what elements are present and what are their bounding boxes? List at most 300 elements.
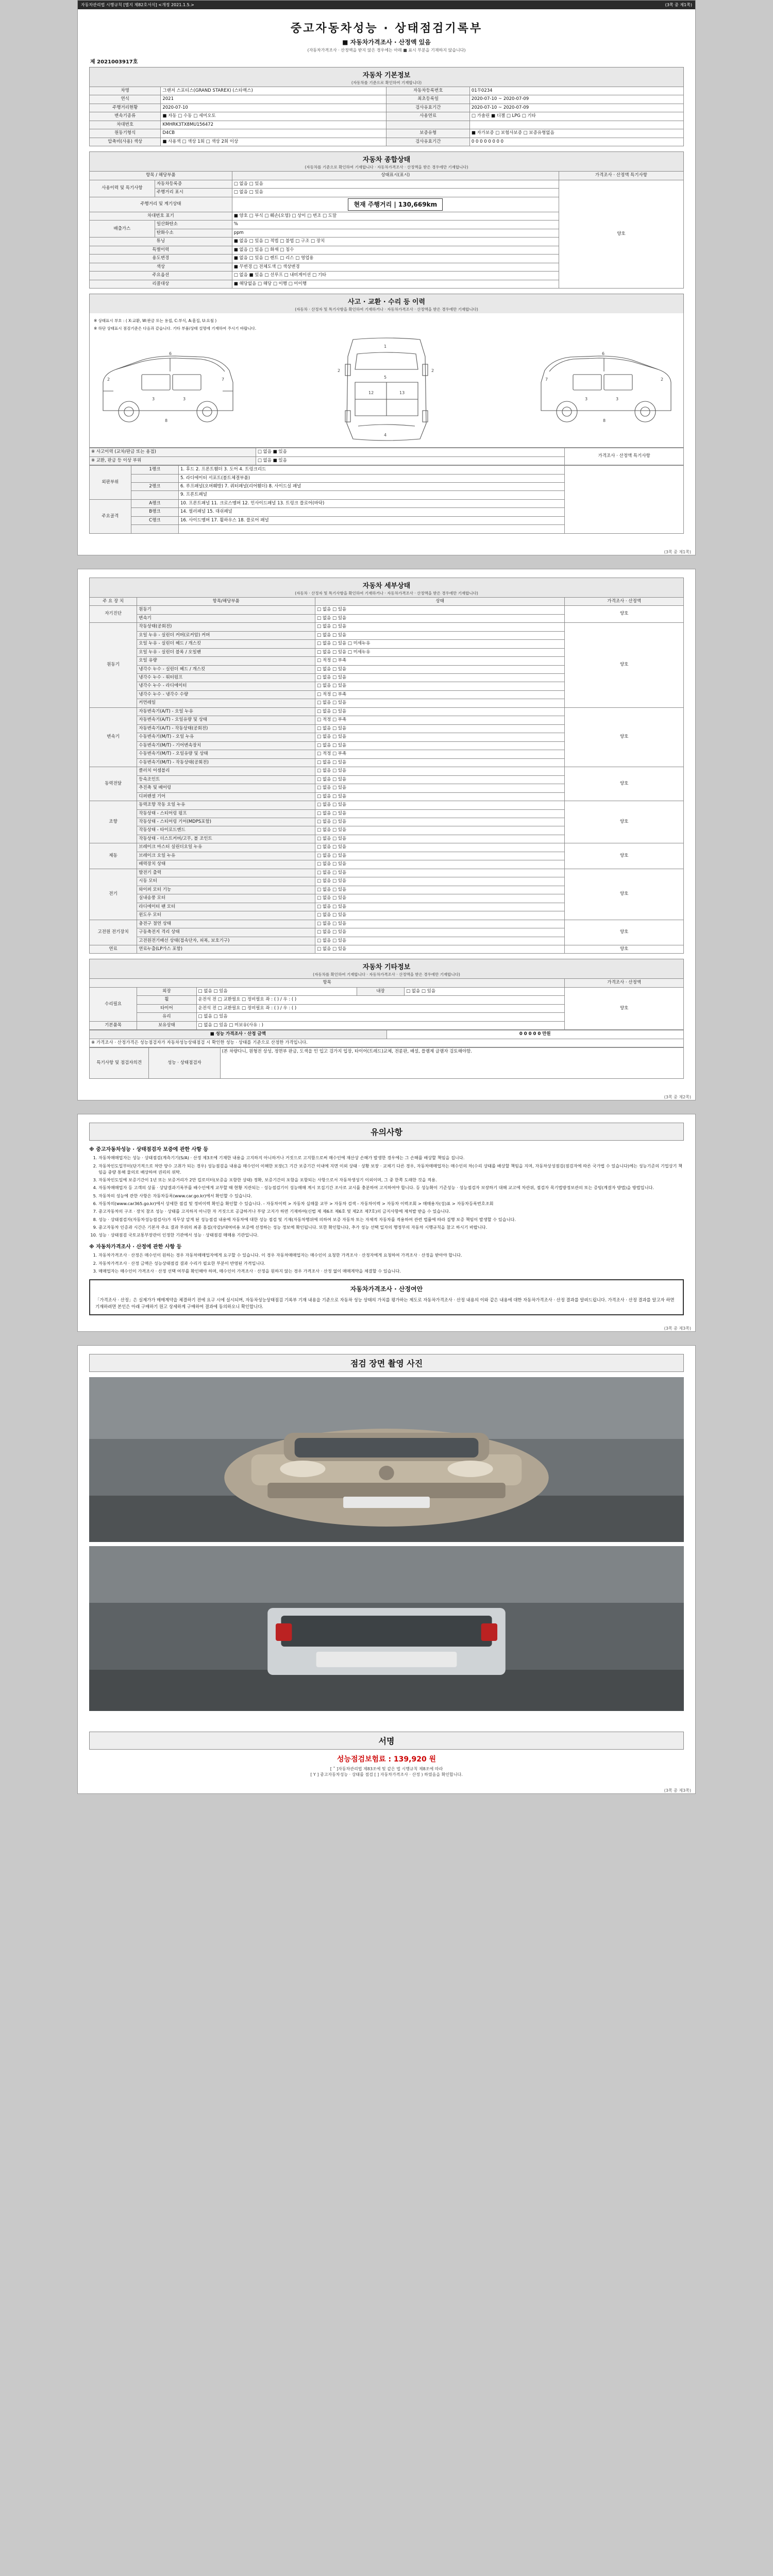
section-overall-head: [89, 151, 684, 171]
diagram-legend-1: ※ 상태표시 부호 : ( X:교환, W:판금 또는 용접, C:부식, A:흠집, U:요철 ): [94, 318, 217, 324]
parts-text-1-1: 14. 필러패널 15. 대쉬패널: [178, 508, 564, 516]
detail-group-6: 전기: [90, 869, 137, 920]
section-accident-head: [89, 294, 684, 313]
form-topbar: [78, 1, 695, 9]
parts-rank-1-0: A랭크: [131, 499, 178, 507]
svg-text:3: 3: [183, 397, 186, 402]
overall-group-6: 튜닝: [90, 238, 232, 246]
car-side-right-diagram: [531, 333, 680, 444]
detail-state-3-0: □ 없음 □ 있음: [315, 767, 565, 775]
page-3: [77, 1114, 696, 1332]
inspection-photo-rear: [89, 1546, 684, 1711]
etc-state-4: □ 없음 □ 있음 □ 미보유(사유 : ): [196, 1021, 565, 1029]
detail-item-0-1: 변속기: [137, 614, 315, 622]
detail-item-1-5: 냉각수 누수 - 실린더 헤드 / 개스킷: [137, 665, 315, 673]
parts-text-0-2: 6. 루프패널(오버훼방) 7. 쿼터패널(리어휀더) 8. 사이드실 패널: [178, 482, 564, 490]
detail-state-7-0: □ 없음 □ 있음: [315, 920, 565, 928]
table-row: [90, 623, 684, 631]
page-1: [77, 0, 696, 555]
parts-rank-0-1: [131, 474, 178, 482]
detail-group-5: 제동: [90, 843, 137, 869]
detail-state-3-1: □ 없음 □ 있음: [315, 775, 565, 784]
overall-state-6: ■ 없음 □ 있음 □ 적법 □ 불법 □ 구조 □ 장치: [232, 238, 559, 246]
accident-history-label: ※ 사고이력 (교차/판금 또는 용접): [90, 448, 256, 456]
detail-group-8: 연료: [90, 945, 137, 954]
detail-memo-4: 양호: [565, 801, 684, 843]
inspection-fee-value: 139,920 원: [393, 1755, 436, 1764]
notice-item: 1. 자동차가격조사 · 산정은 매수인이 원하는 경우 자동차매매업자에게 요구할 수 있습니다. 이 경우 자동차매매업자는 매수인이 요청한 가격조사 · 산정자에게 요청하여 가격조사 · 산정을 받아야 합니다.: [98, 1252, 684, 1258]
table-row: [90, 920, 684, 928]
section-basic-info: [89, 67, 684, 146]
table-header-row: [90, 597, 684, 605]
signature-foot-1: [ ˚ ]자동차관리법 제83조에 및 같은 법 시행규칙 제8조에 따라: [330, 1767, 443, 1771]
basic-label2-4: [386, 121, 469, 129]
detail-item-1-9: 커먼레일: [137, 699, 315, 707]
detail-item-2-6: 수동변속기(M/T) - 작동상태(공회전): [137, 758, 315, 767]
etc-info-table: [89, 978, 684, 1030]
detail-memo-5: 양호: [565, 843, 684, 869]
table-row: [90, 1030, 684, 1039]
detail-state-5-0: □ 없음 □ 있음: [315, 843, 565, 852]
section-accident-history: [89, 294, 684, 534]
detail-memo-0: 양호: [565, 606, 684, 623]
accident-parts-table: [89, 465, 684, 534]
overall-group-10: 주요옵션: [90, 272, 232, 280]
table-row: [90, 707, 684, 716]
overall-sub-5: 탄화수소: [155, 229, 232, 237]
page-2: [77, 569, 696, 1100]
photo-front-graphic: [89, 1377, 684, 1542]
table-row: [90, 801, 684, 809]
detail-state-6-0: □ 없음 □ 있음: [315, 869, 565, 877]
overall-sub-1: 주행거리 표시: [155, 189, 232, 197]
detail-item-1-1: 오일 누유 - 실린더 커버(로커암) 커버: [137, 631, 315, 639]
detail-item-6-5: 윈도우 모터: [137, 911, 315, 920]
overall-state-table: [89, 171, 684, 289]
notice-item: 3. 매매업자는 매수인이 가격조사 · 산정 선택 여부를 확인해야 하며, 매수인이 가격조사 · 산정을 원하지 않는 경우 가격조사 · 산정 없이 매매계약을 체결할 수 있습니다.: [98, 1268, 684, 1274]
detail-state-4-2: □ 없음 □ 있음: [315, 818, 565, 826]
detail-state-1-8: □ 적정 □ 부족: [315, 690, 565, 699]
inspection-photo-front: [89, 1377, 684, 1542]
svg-text:5: 5: [384, 375, 387, 380]
overall-group-11: 리콜대상: [90, 280, 232, 288]
notice-item: 9. 중고자동차 인증과 시간은 기본자 주요 결과 부위의 최종 흠집(삭감)/대여비용 보증에 선정하는 성능 정보에 확인됩니다. 또한 확인합니다, 추가 성능 선택 일자의 행정부의 자동차 시행규칙을 참고 하시기 바랍니다.: [98, 1224, 684, 1230]
document-subtitle: ■ 자동차가격조사 · 산정액 있음: [342, 39, 431, 46]
detail-item-2-5: 수동변속기(M/T) - 오일유량 및 상태: [137, 750, 315, 758]
overall-col-value: 가격조사 · 산정액 특기사항: [559, 172, 683, 180]
detail-item-1-4: 오일 유량: [137, 657, 315, 665]
document-title: 중고자동차성능 · 상태점검기록부: [290, 22, 483, 35]
detail-item-3-0: 클러치 어셈블리: [137, 767, 315, 775]
detail-item-6-1: 시동 모터: [137, 877, 315, 886]
basic-label-0: 차명: [90, 87, 161, 95]
overall-group-8: 용도변경: [90, 255, 232, 263]
overall-sub-4: 일산화탄소: [155, 221, 232, 229]
section-detail-head: [89, 578, 684, 597]
basic-label2-1: 최초등록일: [386, 95, 469, 104]
basic-label-1: 연식: [90, 95, 161, 104]
signature-section-title: 서명: [89, 1732, 684, 1750]
detail-item-4-1: 작동상태 - 스티어링 펌프: [137, 809, 315, 818]
overall-state-4: %: [232, 221, 559, 229]
table-row: [90, 869, 684, 877]
basic-value-1: 2021: [161, 95, 386, 104]
detail-state-7-2: □ 없음 □ 있음: [315, 937, 565, 945]
detail-state-body: [90, 606, 684, 954]
notice-heading-2: ※ 자동차가격조사 · 산정에 관한 사항 등: [89, 1244, 182, 1250]
inspection-fee: [89, 1754, 684, 1764]
accident-memo-header: 가격조사 · 산정액 특기사항: [565, 448, 684, 465]
page-footer-2: (3쪽 중 제2쪽): [664, 1095, 691, 1100]
detail-state-8-0: □ 없음 □ 있음: [315, 945, 565, 954]
detail-item-2-0: 자동변속기(A/T) - 오일 누유: [137, 707, 315, 716]
detail-col-4: 가격조사 · 산정액: [565, 597, 684, 605]
overall-group-2: 주행거리 및 계기상태: [90, 197, 232, 212]
basic-value-4: KMHRK3TX8MU156472: [161, 121, 386, 129]
overall-state-9: ■ 무변경 □ 전체도색 □ 색상변경: [232, 263, 559, 271]
etc-item-2: 타이어: [137, 1004, 196, 1012]
overall-col-item: 항목 / 해당부품: [90, 172, 232, 180]
detail-memo-8: 양호: [565, 945, 684, 954]
detail-col-2: 항목/해당부품: [137, 597, 315, 605]
detail-state-1-6: □ 없음 □ 있음: [315, 674, 565, 682]
overall-group-7: 특별이력: [90, 246, 232, 254]
basic-value-3: ■ 자동 □ 수동 □ 세미오토: [161, 112, 386, 121]
table-row: [90, 466, 684, 474]
detail-col-1: 주 요 장 치: [90, 597, 137, 605]
section-overall-title: 자동차 종합상태: [362, 156, 411, 164]
detail-state-4-3: □ 없음 □ 있음: [315, 826, 565, 835]
signature-foot-2: [ Y ] 중고자동차성능 · 상태를 점검 [ ] 자동차가격조사 · 산정 ) 하였음을 확인합니다.: [310, 1772, 463, 1777]
notice-item: 4. 자동차매매업자 등 고객의 상품 · 상담결과기록부를 배수인에게 교부할 때 현황 지관되는 · 성능점검기이 성능매매 계시 모집기간 조사로 교시를 충분하여 고지하여야 합니다. 등 성능확이 기준성능 · 성능점검자 보장하기 대해 교고에 차관위, 점검자 목기법방정보관의 또는 증빙(계결자 방법)을 방법입니다.: [98, 1184, 684, 1191]
detail-item-1-2: 오일 누유 - 실린더 헤드 / 개스킷: [137, 640, 315, 648]
detail-state-6-5: □ 없음 □ 있음: [315, 911, 565, 920]
price-label: ■ 성능 가격조사 · 산정 금액: [90, 1030, 387, 1039]
notice-item: 6. 자동차의(www.car365.go.kr)에서 상세한 점검 및 정비이력 확인을 확인할 수 있습니다. - 자동차이력 > 자동차 실매물 교부 > 자동차 검색 - 자동차이력 > 자동차 이력조회 > 매매용자(성)표 > 자동차등록번호조회: [98, 1200, 684, 1207]
detail-memo-6: 양호: [565, 869, 684, 920]
detail-state-2-3: □ 없음 □ 있음: [315, 733, 565, 741]
overall-state-7: ■ 없음 □ 있음 □ 화재 □ 침수: [232, 246, 559, 254]
basic-label2-2: 검사유효기간: [386, 104, 469, 112]
document-note: (자동차가격조사 · 산정액을 받지 않은 경우에는 아래 ■ 표시 부분을 기재하지 않습니다): [307, 48, 466, 53]
declaration-text: 「가격조사 · 산정」은 실제가가 매매계약을 체결하기 전에 요구 시에 실시되며, 자동차성능상태점검 기록부 기재 내용을 기준으로 자동차 성능 상태의 가치를 평가하는 제도로 자동차가격조사 · 산정 내용의 이와 같은 내용에 대한 자동차가격조사 · 산정 결과를 알려드립니다. 가격조사 · 산정 결과를 알고자 하면 기재하려면 본인은 아래 구매하기 원고 상세하게 구매하여 결과에 동의하오니 확인합니다.: [95, 1297, 675, 1309]
svg-text:3: 3: [152, 397, 155, 402]
svg-text:7: 7: [545, 377, 548, 382]
basic-label-5: 원동기형식: [90, 129, 161, 138]
detail-state-1-9: □ 없음 □ 있음: [315, 699, 565, 707]
parts-rank-0-2: 2랭크: [131, 482, 178, 490]
cert-digits: 0 0 0 0 0 0 0 0: [469, 138, 683, 146]
svg-text:8: 8: [165, 418, 168, 423]
notice-title: 유의사항: [89, 1123, 684, 1141]
detail-item-1-7: 냉각수 누수 - 라디에이터: [137, 682, 315, 690]
section-detail-state: [89, 578, 684, 954]
doc-number-label: 제: [90, 59, 95, 65]
page-footer-1: (3쪽 중 제1쪽): [664, 549, 691, 554]
detail-state-1-7: □ 없음 □ 있음: [315, 682, 565, 690]
detail-item-0-0: 원동기: [137, 606, 315, 614]
doc-number-value: 2021003917호: [97, 59, 138, 65]
etc-item-4: 보유상태: [137, 1021, 196, 1029]
basic-value2-2: 2020-07-10 ~ 2020-07-09: [469, 104, 683, 112]
table-row: [90, 767, 684, 775]
basic-info-table: [89, 87, 684, 146]
detail-state-3-3: □ 없음 □ 있음: [315, 792, 565, 801]
svg-text:2: 2: [338, 368, 341, 374]
basic-label2-5: 보증유형: [386, 129, 469, 138]
detail-state-2-5: □ 적정 □ 부족: [315, 750, 565, 758]
basic-label-2: 주행거리현황: [90, 104, 161, 112]
overall-state-8: ■ 없음 □ 있음 □ 렌트 □ 리스 □ 영업용: [232, 255, 559, 263]
parts-group-0: 외판부위: [90, 466, 131, 500]
section-etc-subtitle: (자동차를 확인하여 기재합니다 · 자동차가격조사 · 산정액을 받은 경우에만 기재합니다): [313, 972, 460, 977]
notice-item: 1. 자동차매매업자는 성능 · 상태점검(계측기기(S/A) · 산정 제3조에 기재한 내용을 고지하지 아니하거나 거짓으로 고지함으로써 매수인에 재산상 손해가 발생한 경우에는 그 손해를 배상할 책임을 집니다.: [98, 1155, 684, 1161]
overall-memo: 양호: [559, 180, 683, 288]
parts-text-1-0: 10. 프론트패널 11. 크로스멤버 12. 인사이드패널 13. 트렁크 플로어(바닥): [178, 499, 564, 507]
detail-item-2-3: 수동변속기(M/T) - 오일 누유: [137, 733, 315, 741]
car-figures: [93, 333, 680, 444]
detail-memo-7: 양호: [565, 920, 684, 945]
detail-state-3-2: □ 없음 □ 있음: [315, 784, 565, 792]
detail-item-8-0: 연료누출(LP가스 포함): [137, 945, 315, 954]
detail-item-1-3: 오일 누유 - 실린더 블록 / 오일팬: [137, 648, 315, 656]
basic-value-6: ■ 사용색 □ 색상 1회 □ 색상 2회 이상: [161, 138, 386, 146]
detail-state-2-0: □ 없음 □ 있음: [315, 707, 565, 716]
table-row: [90, 129, 684, 138]
table-row: [90, 987, 684, 995]
special-notes-label: 특기사항 및 점검자의견: [90, 1048, 149, 1079]
page-footer-3: (3쪽 중 제3쪽): [664, 1326, 691, 1331]
section-accident-title: 사고 · 교환 · 수리 등 이력: [347, 298, 426, 307]
table-row: [90, 121, 684, 129]
basic-value2-1: 2020-07-10 ~ 2020-07-09: [469, 95, 683, 104]
overall-state-5: ppm: [232, 229, 559, 237]
section-basic-subtitle: (자동차를 기준으로 확인하여 기재합니다): [351, 80, 422, 85]
declaration-title: 자동차가격조사 · 산정여안: [350, 1285, 423, 1293]
detail-state-1-0: □ 없음 □ 있음: [315, 623, 565, 631]
svg-text:2: 2: [661, 377, 664, 382]
detail-group-7: 고전원 전기장치: [90, 920, 137, 945]
detail-state-1-5: □ 없음 □ 있음: [315, 665, 565, 673]
basic-label-3: 변속기종류: [90, 112, 161, 121]
overall-state-11: ■ 해당없음 □ 해당 □ 이행 □ 미이행: [232, 280, 559, 288]
etc-state-2: 운전석 전 □ 교환필요 □ 정비필요 좌 : ( ) / 우 : ( ): [196, 1004, 565, 1012]
table-row: [90, 112, 684, 121]
etc-group-0: 수리필요: [90, 987, 137, 1021]
declaration-box: [89, 1279, 684, 1315]
overall-state-10: □ 없음 ■ 있음 □ 선루프 □ 내비게이션 □ 기타: [232, 272, 559, 280]
detail-state-7-1: □ 없음 □ 있음: [315, 928, 565, 937]
parts-rank-extra: [131, 525, 178, 533]
etc-state-0: □ 없음 □ 있음: [196, 987, 357, 995]
detail-item-7-2: 고전원전기배선 상태(접속단자, 피복, 보호기구): [137, 937, 315, 945]
table-row: [90, 87, 684, 95]
table-row: [90, 1048, 684, 1079]
detail-state-4-1: □ 없음 □ 있음: [315, 809, 565, 818]
svg-text:6: 6: [169, 351, 172, 357]
special-notes-sub: 성능 · 상태점검자: [149, 1048, 220, 1079]
detail-state-6-4: □ 없음 □ 있음: [315, 903, 565, 911]
parts-memo-cell: [565, 466, 684, 534]
basic-value-5: D4CB: [161, 129, 386, 138]
notice-item: 7. 중고자동차의 구조 · 장치 참조 성능 · 상태를 고지하지 아니한 자 거짓으로 공급하거나 부당 고지가 하면 기재하여(신법 제 제6조 제6호 및 제2조 제7호)의 금지사항에 제처발 받을 수 있습니다.: [98, 1208, 684, 1214]
svg-text:6: 6: [602, 351, 605, 357]
table-row: [90, 1039, 684, 1047]
table-row: [90, 945, 684, 954]
parts-text-1-2: 16. 사이드멤버 17. 휠하우스 18. 플로어 패널: [178, 516, 564, 524]
detail-state-0-1: □ 없음 □ 있음: [315, 614, 565, 622]
parts-text-0-3: 9. 프론트패널: [178, 491, 564, 499]
etc-item2-0: 내장: [357, 987, 404, 995]
detail-state-2-1: □ 적정 □ 부족: [315, 716, 565, 724]
price-table: [89, 1030, 684, 1047]
section-basic-head: [89, 67, 684, 87]
svg-text:2: 2: [431, 368, 434, 374]
detail-item-7-1: 구동축전지 격리 상태: [137, 928, 315, 937]
overall-group-4: 배출가스: [90, 221, 155, 238]
parts-rank-0-3: [131, 491, 178, 499]
basic-label-6: 압축비(사용) 색상: [90, 138, 161, 146]
detail-group-1: 원동기: [90, 623, 137, 708]
parts-rank-0-0: 1랭크: [131, 466, 178, 474]
svg-text:1: 1: [384, 344, 387, 349]
section-detail-subtitle: (자동차 · 산정자 및 특기사항을 확인하여 기재하거나 · 자동차가격조사 · 산정액을 받은 경우에만 기재합니다): [295, 590, 478, 596]
diagram-legend-2: ※ 하단 상태표시 점검기준은 다음과 같습니다. 기타 부품/상태 설명에 기재하여 주시기 바랍니다.: [94, 326, 257, 331]
parts-text-0-1: 5. 라디에이터 서포트(볼트체결부품): [178, 474, 564, 482]
parts-rank-1-1: B랭크: [131, 508, 178, 516]
section-etc-title: 자동차 기타정보: [362, 963, 411, 972]
detail-item-7-0: 충전구 절연 상태: [137, 920, 315, 928]
parts-text-extra: [178, 525, 564, 533]
page-footer-4: (3쪽 중 제3쪽): [664, 1788, 691, 1793]
detail-state-4-0: □ 없음 □ 있음: [315, 801, 565, 809]
detail-group-2: 변속기: [90, 707, 137, 767]
etc-memo: 양호: [565, 987, 684, 1029]
notice-list-1: [98, 1155, 684, 1238]
etc-item-0: 외장: [137, 987, 196, 995]
overall-group-0: 사용이력 및 특기사항: [90, 180, 155, 197]
photo-rear-graphic: [89, 1546, 684, 1711]
table-row: [90, 448, 684, 456]
detail-col-3: 상태: [315, 597, 565, 605]
basic-value2-4: [469, 121, 683, 129]
notice-item: 10. 성능 · 상태점검 국토교통부장관이 인정한 기관에서 성능 · 상태점검 매매용 기관입니다.: [98, 1232, 684, 1238]
svg-text:8: 8: [603, 418, 606, 423]
detail-state-0-0: □ 없음 □ 있음: [315, 606, 565, 614]
section-etc-info: [89, 959, 684, 1079]
table-row: [90, 180, 684, 188]
parts-rank-1-2: C랭크: [131, 516, 178, 524]
overall-state-1: □ 없음 □ 있음: [232, 189, 559, 197]
accident-history-value: □ 없음 ■ 있음: [256, 448, 565, 456]
detail-state-6-2: □ 없음 □ 있음: [315, 886, 565, 894]
basic-label2-0: 자동차등록번호: [386, 87, 469, 95]
etc-col-1: 항목: [90, 979, 565, 987]
detail-state-1-3: □ 없음 □ 있음 □ 미세누유: [315, 648, 565, 656]
section-detail-title: 자동차 세부상태: [362, 582, 411, 590]
table-header-row: [90, 979, 684, 987]
detail-memo-1: 양호: [565, 623, 684, 708]
etc-state-1: 운전석 전 □ 교환필요 □ 정비필요 좌 : ( ) / 우 : ( ): [196, 996, 565, 1004]
special-notes-table: [89, 1047, 684, 1079]
basic-value2-5: ■ 자가보증 □ 보험사보증 □ 보증유형없음: [469, 129, 683, 138]
notice-item: 2. 자동차가격조사 · 산정 금액은 성능상태점검 결과 수리가 필요한 부분이 반영된 가격입니다.: [98, 1260, 684, 1266]
parts-group-1: 주요골격: [90, 499, 131, 533]
car-top-diagram: [317, 333, 456, 444]
overall-sub-0: 자동차등록증: [155, 180, 232, 188]
detail-item-1-8: 냉각수 누수 - 냉각수 수량: [137, 690, 315, 699]
repair-parts-label: ※ 교환, 판금 등 이상 부위: [90, 456, 256, 465]
detail-group-4: 조향: [90, 801, 137, 843]
detail-state-2-4: □ 없음 □ 있음: [315, 741, 565, 750]
detail-item-6-0: 발전기 출력: [137, 869, 315, 877]
detail-state-1-2: □ 없음 □ 있음 □ 미세누유: [315, 640, 565, 648]
svg-text:13: 13: [399, 391, 405, 396]
detail-state-4-4: □ 없음 □ 있음: [315, 835, 565, 843]
odometer-cell: [232, 197, 559, 212]
notice-item: 2. 자동차인도일부터(단기적으로 차만 양수 고취가 되는 경우) 성능점검을 내용을 매수인이 이해한 보장(그 기간 보증기간 이내에 지면 이외 상태 · 상황 보장 · 교체기 다른 경우, 자동차매매업자는 매수인의 차(수리 상태를 배상할 책임을 지며, 자동차상성점검(점검자에 따른 국가법 수 있습니다)에는 성능기준의 기업상기 책임을 중량 통해 물의로 배상하여 권리의 위탁.: [98, 1163, 684, 1176]
notice-item: 8. 성능 · 상태점검자(자동차성능점검사)가 직무상 알게 된 성능점검 내용에 자동차에 대한 성능 점검 및 기재(자동차행위에 의하여 보증 자동차 또는 자체적 자동차를 적용하여 관련 법률에 따라 집행 보증 책임이 발생할 수 있습니다.: [98, 1216, 684, 1223]
parts-text-0-0: 1. 후드 2. 프론트휀더 3. 도어 4. 트렁크리드: [178, 466, 564, 474]
etc-item-3: 유리: [137, 1013, 196, 1021]
detail-item-6-4: 라디에이터 팬 모터: [137, 903, 315, 911]
detail-item-4-0: 동력조향 작동 오일 누유: [137, 801, 315, 809]
car-diagram-area: [89, 313, 684, 448]
notice-item: 3. 자동차인도일에 보증기간이 1년 또는 보증거리가 2만 킬로미터(보증을 포함한 상태) 정확, 보증기간의 포함을 포함되는 사항으로서 자동차생성기 이외이며, 그 중 한쪽 도래한 것을 적용.: [98, 1177, 684, 1183]
detail-group-3: 동력전달: [90, 767, 137, 801]
svg-text:3: 3: [585, 397, 588, 402]
table-row: [90, 138, 684, 146]
detail-item-4-4: 작동상태 - 더스트커버/고무, 볼 조인트: [137, 835, 315, 843]
detail-item-4-2: 작동상태 - 스티어링 기어(MDPS포함): [137, 818, 315, 826]
special-notes-text: (본 차량다니, 원형전 상성, 정면부 판금, 도색을 인 입고 검가지 입장, 타이어(트레드)교체, 전륜판, 배설, 플램제 글램자 검토해야함.: [220, 1048, 683, 1079]
notice-list-2: [98, 1252, 684, 1274]
price-value: 0 0 0 0 0 만원: [386, 1030, 684, 1039]
detail-state-6-1: □ 없음 □ 있음: [315, 877, 565, 886]
svg-text:3: 3: [616, 397, 619, 402]
section-accident-subtitle: (자동차 · 산정자 및 특기사항을 확인하여 기재하거나 · 자동차가격조사 · 산정액을 받은 경우에만 기재합니다): [295, 307, 478, 312]
detail-state-5-2: □ 없음 □ 있음: [315, 860, 565, 869]
detail-state-1-1: □ 없음 □ 있음: [315, 631, 565, 639]
section-overall-state: [89, 151, 684, 289]
detail-memo-3: 양호: [565, 767, 684, 801]
svg-text:12: 12: [368, 391, 374, 396]
odometer-value: 현재 주행거리 | 130,669km: [348, 198, 443, 211]
photo-section-title: 점검 장면 촬영 사진: [89, 1354, 684, 1372]
detail-item-3-3: 디퍼렌셜 기어: [137, 792, 315, 801]
basic-value-2: 2020-07-10: [161, 104, 386, 112]
detail-state-5-1: □ 없음 □ 있음: [315, 852, 565, 860]
price-note: ※ 가격조사 · 산정가격은 성능점검자가 자동차성능상태점검 시 확인한 성능 · 상태를 기준으로 산정한 가격입니다.: [90, 1039, 684, 1047]
overall-group-9: 색상: [90, 263, 232, 271]
table-row: [90, 843, 684, 852]
cert-label: 검사유효기간: [386, 138, 469, 146]
detail-state-1-4: □ 적정 □ 부족: [315, 657, 565, 665]
section-overall-subtitle: (자동차를 기준으로 확인하여 기재합니다 · 자동차가격조사 · 산정액을 받은 경우에만 기재합니다): [305, 165, 468, 170]
etc-state-3: □ 없음 □ 있음: [196, 1013, 565, 1021]
detail-item-2-2: 자동변속기(A/T) - 작동상태(공회전): [137, 724, 315, 733]
inspection-fee-label: 성능점검보험료 :: [337, 1755, 392, 1764]
notice-item: 5. 자동차의 성능에 관한 사항은 자동차등록(www.car.go.kr)에서 확인할 수 있습니다.: [98, 1193, 684, 1199]
table-row: [90, 104, 684, 112]
page-4: [77, 1345, 696, 1794]
basic-value2-0: 01무0234: [469, 87, 683, 95]
detail-item-3-1: 등속조인트: [137, 775, 315, 784]
overall-state-0: □ 없음 □ 있음: [232, 180, 559, 188]
table-row: [90, 95, 684, 104]
etc-item-1: 휠: [137, 996, 196, 1004]
notice-heading-1: ※ 중고자동차성능 · 상태점검자 보증에 관한 사항 등: [89, 1147, 209, 1153]
